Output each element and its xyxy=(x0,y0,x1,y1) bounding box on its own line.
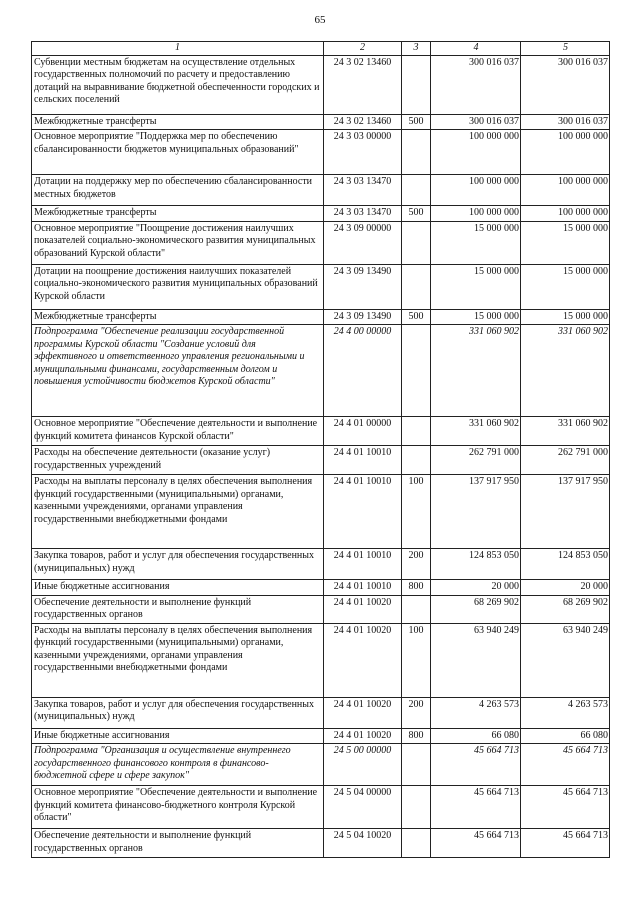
row-amount-1: 68 269 902 xyxy=(431,595,521,623)
row-expense-type xyxy=(402,130,431,175)
table-row xyxy=(32,114,610,130)
row-expense-type xyxy=(402,264,431,309)
row-name: Дотации на поощрение достижения наилучших показателей социально-экономического развития муниципальных образований Курской области xyxy=(32,264,324,309)
row-expense-type xyxy=(402,175,431,206)
row-amount-2: 45 664 713 xyxy=(521,786,610,829)
row-code: 24 3 03 00000 xyxy=(324,130,402,175)
table-row xyxy=(32,221,610,264)
row-expense-type xyxy=(402,786,431,829)
row-code: 24 4 01 10020 xyxy=(324,595,402,623)
table-row xyxy=(32,728,610,744)
row-expense-type: 500 xyxy=(402,206,431,222)
row-name: Расходы на выплаты персоналу в целях обеспечения выполнения функций государственными (муниципальными) органами, казенными учреждениями, органами управления государственными внебюджетными фондами xyxy=(32,623,324,697)
row-code: 24 4 01 10010 xyxy=(324,580,402,596)
table-row xyxy=(32,580,610,596)
row-name: Основное мероприятие "Поддержка мер по обеспечению сбалансированности бюджетов муниципальных образований" xyxy=(32,130,324,175)
table-row xyxy=(32,829,610,858)
table-row xyxy=(32,417,610,446)
row-name: Расходы на обеспечение деятельности (оказание услуг) государственных учреждений xyxy=(32,446,324,475)
row-code: 24 4 01 10010 xyxy=(324,475,402,549)
row-amount-2: 66 080 xyxy=(521,728,610,744)
table-row xyxy=(32,206,610,222)
row-code: 24 5 04 10020 xyxy=(324,829,402,858)
row-amount-1: 300 016 037 xyxy=(431,114,521,130)
row-code: 24 4 01 10020 xyxy=(324,623,402,697)
table-row xyxy=(32,130,610,175)
header-row xyxy=(32,42,610,56)
row-expense-type: 500 xyxy=(402,114,431,130)
row-code: 24 4 01 10010 xyxy=(324,549,402,580)
row-expense-type: 800 xyxy=(402,580,431,596)
row-expense-type: 100 xyxy=(402,623,431,697)
row-amount-2: 4 263 573 xyxy=(521,697,610,728)
row-amount-1: 45 664 713 xyxy=(431,786,521,829)
row-amount-2: 262 791 000 xyxy=(521,446,610,475)
row-name: Основное мероприятие "Обеспечение деятельности и выполнение функций комитета финансово-бюджетного контроля Курской области" xyxy=(32,786,324,829)
table-row xyxy=(32,264,610,309)
row-code: 24 5 04 00000 xyxy=(324,786,402,829)
row-amount-2: 124 853 050 xyxy=(521,549,610,580)
row-expense-type: 200 xyxy=(402,549,431,580)
row-amount-1: 100 000 000 xyxy=(431,175,521,206)
row-name: Межбюджетные трансферты xyxy=(32,114,324,130)
row-name: Подпрограмма "Организация и осуществление внутреннего государственного финансового контроля в финансово-бюджетной сфере и сфере закупок" xyxy=(32,744,324,786)
budget-table xyxy=(31,41,610,858)
row-amount-2: 100 000 000 xyxy=(521,130,610,175)
row-name: Межбюджетные трансферты xyxy=(32,206,324,222)
table-row xyxy=(32,697,610,728)
row-name: Субвенции местным бюджетам на осуществление отдельных государственных полномочий по расчету и предоставлению дотаций на выравнивание бюджетной обеспеченности городских и сельских поселений xyxy=(32,55,324,114)
row-code: 24 4 01 00000 xyxy=(324,417,402,446)
row-expense-type xyxy=(402,417,431,446)
row-expense-type: 200 xyxy=(402,697,431,728)
row-expense-type xyxy=(402,829,431,858)
row-name: Обеспечение деятельности и выполнение функций государственных органов xyxy=(32,595,324,623)
row-expense-type xyxy=(402,446,431,475)
row-code: 24 3 03 13470 xyxy=(324,175,402,206)
row-amount-1: 100 000 000 xyxy=(431,206,521,222)
table-row xyxy=(32,475,610,549)
table-row xyxy=(32,595,610,623)
row-amount-2: 68 269 902 xyxy=(521,595,610,623)
row-amount-2: 331 060 902 xyxy=(521,417,610,446)
table-row xyxy=(32,325,610,417)
row-amount-1: 262 791 000 xyxy=(431,446,521,475)
column-header: 5 xyxy=(521,42,610,56)
column-header: 3 xyxy=(402,42,431,56)
row-expense-type: 100 xyxy=(402,475,431,549)
row-code: 24 3 03 13470 xyxy=(324,206,402,222)
row-amount-1: 15 000 000 xyxy=(431,264,521,309)
row-code: 24 3 02 13460 xyxy=(324,55,402,114)
row-amount-1: 300 016 037 xyxy=(431,55,521,114)
row-name: Обеспечение деятельности и выполнение функций государственных органов xyxy=(32,829,324,858)
row-amount-2: 300 016 037 xyxy=(521,55,610,114)
table-row xyxy=(32,786,610,829)
table-row xyxy=(32,446,610,475)
row-expense-type: 500 xyxy=(402,309,431,325)
row-name: Иные бюджетные ассигнования xyxy=(32,728,324,744)
row-amount-1: 66 080 xyxy=(431,728,521,744)
row-code: 24 4 00 00000 xyxy=(324,325,402,417)
row-expense-type xyxy=(402,55,431,114)
row-amount-1: 20 000 xyxy=(431,580,521,596)
row-amount-1: 15 000 000 xyxy=(431,221,521,264)
row-amount-2: 331 060 902 xyxy=(521,325,610,417)
page-number: 65 xyxy=(314,14,326,26)
row-code: 24 4 01 10010 xyxy=(324,446,402,475)
row-code: 24 3 09 13490 xyxy=(324,309,402,325)
row-name: Иные бюджетные ассигнования xyxy=(32,580,324,596)
row-amount-2: 15 000 000 xyxy=(521,309,610,325)
row-expense-type xyxy=(402,595,431,623)
row-expense-type xyxy=(402,221,431,264)
row-code: 24 3 02 13460 xyxy=(324,114,402,130)
table-row xyxy=(32,549,610,580)
row-code: 24 3 09 00000 xyxy=(324,221,402,264)
row-amount-1: 100 000 000 xyxy=(431,130,521,175)
row-amount-1: 137 917 950 xyxy=(431,475,521,549)
row-code: 24 4 01 10020 xyxy=(324,697,402,728)
row-amount-2: 15 000 000 xyxy=(521,221,610,264)
row-name: Дотации на поддержку мер по обеспечению сбалансированности местных бюджетов xyxy=(32,175,324,206)
row-amount-2: 20 000 xyxy=(521,580,610,596)
row-name: Подпрограмма "Обеспечение реализации государственной программы Курской области "Создание условий для эффективного и ответственного управления региональными и муниципальными финансами, государственным долгом и повышения устойчивости бюджетов Курской области" xyxy=(32,325,324,417)
row-amount-2: 45 664 713 xyxy=(521,829,610,858)
row-amount-1: 45 664 713 xyxy=(431,829,521,858)
row-amount-2: 63 940 249 xyxy=(521,623,610,697)
row-name: Расходы на выплаты персоналу в целях обеспечения выполнения функций государственными (муниципальными) органами, казенными учреждениями, органами управления государственными внебюджетными фондами xyxy=(32,475,324,549)
row-amount-1: 331 060 902 xyxy=(431,417,521,446)
row-expense-type xyxy=(402,325,431,417)
row-name: Основное мероприятие "Обеспечение деятельности и выполнение функций комитета финансов Курской области" xyxy=(32,417,324,446)
row-amount-2: 137 917 950 xyxy=(521,475,610,549)
row-name: Закупка товаров, работ и услуг для обеспечения государственных (муниципальных) нужд xyxy=(32,549,324,580)
row-code: 24 3 09 13490 xyxy=(324,264,402,309)
row-amount-2: 300 016 037 xyxy=(521,114,610,130)
row-amount-2: 45 664 713 xyxy=(521,744,610,786)
row-amount-1: 15 000 000 xyxy=(431,309,521,325)
row-amount-1: 63 940 249 xyxy=(431,623,521,697)
row-name: Закупка товаров, работ и услуг для обеспечения государственных (муниципальных) нужд xyxy=(32,697,324,728)
row-amount-2: 15 000 000 xyxy=(521,264,610,309)
column-header: 2 xyxy=(324,42,402,56)
row-amount-1: 124 853 050 xyxy=(431,549,521,580)
column-header: 1 xyxy=(32,42,324,56)
row-amount-2: 100 000 000 xyxy=(521,175,610,206)
row-amount-2: 100 000 000 xyxy=(521,206,610,222)
table-row xyxy=(32,309,610,325)
table-row xyxy=(32,175,610,206)
row-amount-1: 331 060 902 xyxy=(431,325,521,417)
row-name: Межбюджетные трансферты xyxy=(32,309,324,325)
row-expense-type xyxy=(402,744,431,786)
row-code: 24 5 00 00000 xyxy=(324,744,402,786)
table-row xyxy=(32,744,610,786)
row-expense-type: 800 xyxy=(402,728,431,744)
row-code: 24 4 01 10020 xyxy=(324,728,402,744)
row-name: Основное мероприятие "Поощрение достижения наилучших показателей социально-экономического развития муниципальных образований Курской области" xyxy=(32,221,324,264)
row-amount-1: 45 664 713 xyxy=(431,744,521,786)
column-header: 4 xyxy=(431,42,521,56)
table-row xyxy=(32,623,610,697)
row-amount-1: 4 263 573 xyxy=(431,697,521,728)
table-row xyxy=(32,55,610,114)
